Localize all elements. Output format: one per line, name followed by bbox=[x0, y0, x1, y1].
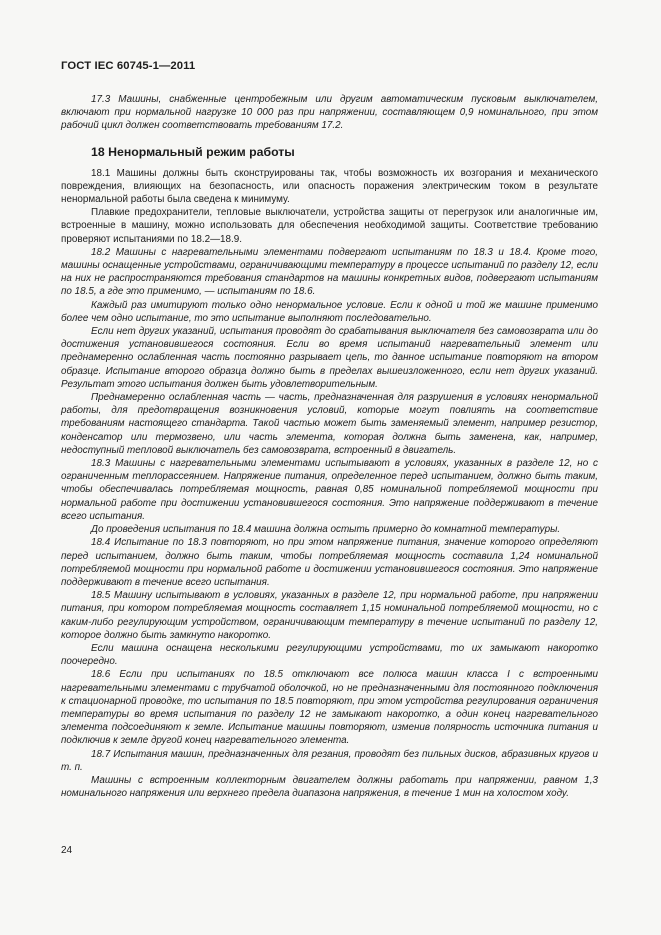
document-body bbox=[61, 93, 598, 800]
paragraph-18-1-protection: Плавкие предохранители, тепловые выключатели, устройства защиты от перегрузок или аналогичные им, встроенные в машину, можно использовать для обеспечения необходимой защиты. Соответствие требованию проверяют испытаниями по 18.2—18.9. bbox=[61, 207, 598, 245]
paragraph-17-3: 17.3 Машины, снабженные центробежным или другим автоматическим пусковым выключателем, включают при нормальной нагрузке 10 000 раз при напряжении, составляющем 0,9 номинального, при этом рабочий цикл должен соответствовать требованиям 17.2. bbox=[61, 94, 598, 132]
paragraph-18-6: 18.6 Если при испытаниях по 18.5 отключают все полюса машин класса I с встроенными нагревательными элементами с трубчатой оболочкой, но не предназначенными для постоянного подключения к стационарной проводке, то испытания по 18.5 повторяют, при этом устройства регулирования ограничения температуры во время испытания по разделу 12 не замыкают накоротко, а один конец нагревательного элемента подсоединяют к земле. Испытание машины повторяют, изменив полярность источника питания и подключив к земле другой конец нагревательного элемента. bbox=[61, 669, 598, 747]
paragraph-18-7: 18.7 Испытания машин, предназначенных для резания, проводят без пильных дисков, абразивных кругов и т. п. bbox=[61, 748, 598, 773]
paragraph-18-7-collector-motor: Машины с встроенным коллекторным двигателем должны работать при напряжении, равном 1,3 номинального напряжения или верхнего предела диапазона напряжения, в течение 1 мин на холостом ходу. bbox=[61, 774, 598, 800]
paragraph-18-2-weakened-part: Преднамеренно ослабленная часть — часть, предназначенная для разрушения в условиях ненормальной работы, для предотвращения возникновения условий, которые могут повлиять на соответствие требованиям настоящего стандарта. Такой частью может быть заменяемый элемент, например резистор, конденсатор или термозвено, или часть элемента, которая должна быть заменена, как, например, недоступный тепловой выключатель без самовозврата, встроенный в двигатель. bbox=[61, 392, 598, 456]
document-header: ГОСТ IEC 60745-1—2011 bbox=[61, 60, 196, 72]
page-number: 24 bbox=[61, 845, 73, 856]
paragraph-18-2: 18.2 Машины с нагревательными элементами подвергают испытаниям по 18.3 и 18.4. Кроме того, машины оснащенные устройствами, ограничивающими температуру в процессе испытаний по разделу 12, если на них не распространяются требования стандартов на машины конкретных видов, подвергают испытаниям по 18.5, а где это применимо, — испытаниям по 18.6. bbox=[61, 246, 598, 298]
paragraph-18-3-cooling: До проведения испытания по 18.4 машина должна остыть примерно до комнатной температуры. bbox=[91, 524, 561, 536]
paragraph-18-3: 18.3 Машины с нагревательными элементами испытывают в условиях, указанных в разделе 12, но с ограниченным теплорассеянием. Напряжение питания, определенное перед испытанием, должно быть таким, чтобы обеспечивалась потребляемая мощность, равная 0,85 номинальной потребляемой мощности при нормальной работе при достижении установившегося состояния. Это напряжение поддерживают в течение всего испытания. bbox=[61, 458, 598, 522]
paragraph-18-2-test-duration: Если нет других указаний, испытания проводят до срабатывания выключателя без самовозврата или до достижения установившегося состояния. Если во время испытаний нагревательный элемент или преднамеренно ослабленная часть постоянно разрывает цепь, то данное испытание повторяют на втором образце. Испытание второго образца должно быть в пределах вышеизложенного, если нет других указаний. Результат этого испытания должен быть удовлетворительным. bbox=[61, 326, 598, 390]
paragraph-18-1: 18.1 Машины должны быть сконструированы так, чтобы возможность их возгорания и механического повреждения, влияющих на безопасность, или опасность поражения электрическим током в результате ненормальной работы была сведена к минимуму. bbox=[61, 167, 598, 206]
section-title: 18 Ненормальный режим работы bbox=[91, 144, 295, 159]
paragraph-18-4: 18.4 Испытание по 18.3 повторяют, но при этом напряжение питания, значение которого определяют перед испытанием, должно быть таким, чтобы потребляемая мощность составила 1,24 номинальной потребляемой мощности при нормальной работе и достижении установившегося состояния. Это напряжение поддерживают в течение всего испытания. bbox=[61, 537, 598, 588]
paragraph-18-5: 18.5 Машину испытывают в условиях, указанных в разделе 12, при нормальной работе, при напряжении питания, при котором потребляемая мощность составляет 1,15 номинальной потребляемой мощности, но с каким-либо регулирующим устройством, ограничивающим температуру в течение испытаний по разделу 12, которое должно быть замкнуто накоротко. bbox=[61, 590, 598, 641]
paragraph-18-2-single-condition: Каждый раз имитируют только одно ненормальное условие. Если к одной и той же машине применимо более чем одно испытание, то это испытание выполняют последовательно. bbox=[61, 299, 598, 324]
paragraph-18-5-several-devices: Если машина оснащена несколькими регулирующими устройствами, то их замыкают накоротко поочередно. bbox=[61, 642, 598, 668]
